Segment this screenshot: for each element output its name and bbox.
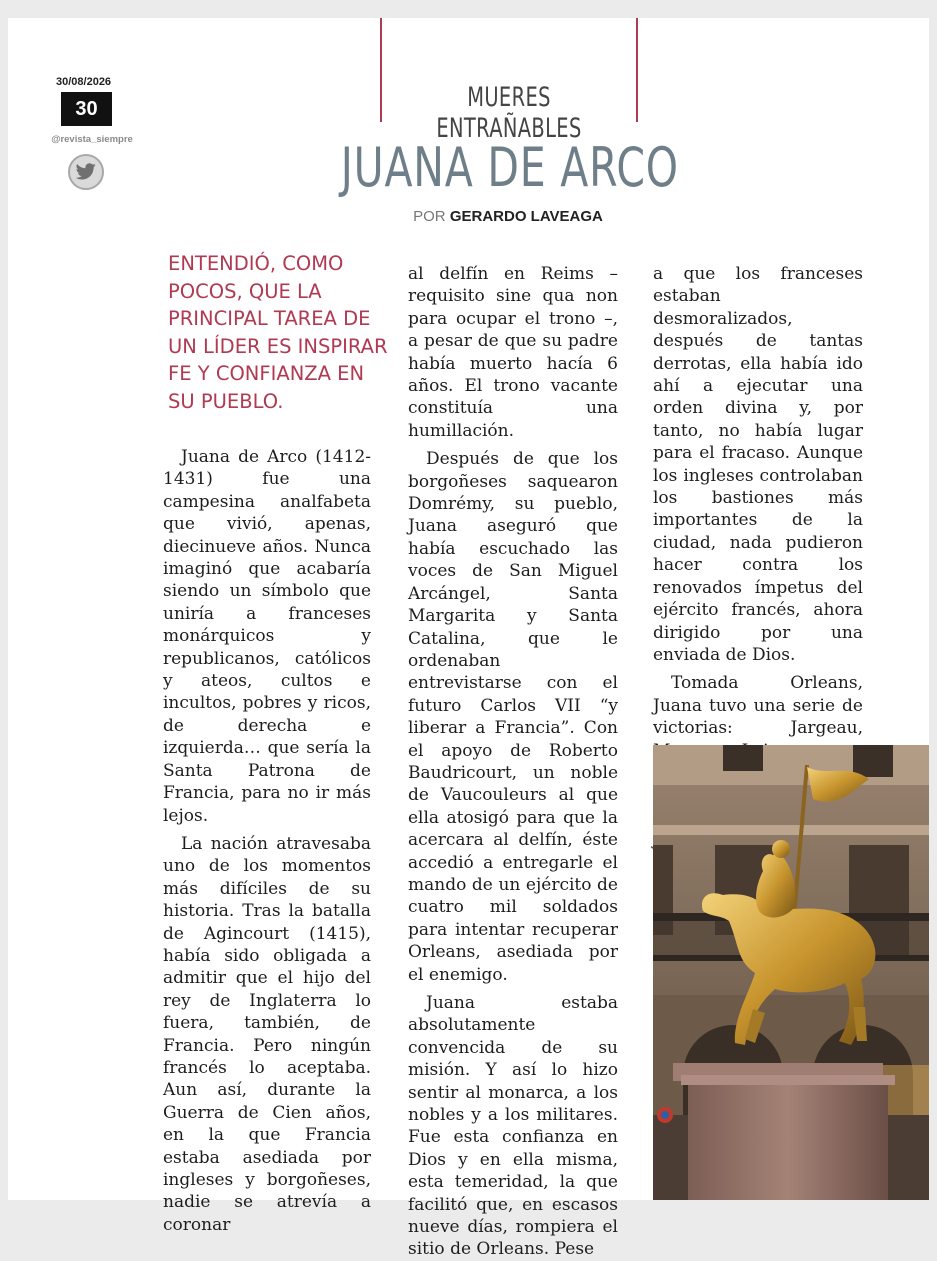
header-rule-right <box>636 18 638 122</box>
magazine-page <box>8 18 929 1260</box>
section-name: MUERES ENTRAÑABLES <box>436 82 582 144</box>
paragraph: La nación atravesaba uno de los momentos más difíciles de su historia. Tras la batalla de Agincourt (1415), había sido obligada a admitir que el hijo del rey de Inglaterra lo fuera, también, de Francia. Pero ningún francés lo aceptaba. Aun así, durante la Guerra de Cien años, en la que Francia estaba asediada por ingleses y borgoñeses, nadie se atrevía a coronar <box>163 833 371 1235</box>
paragraph: Después de que los borgoñeses saquearon Domrémy, su pueblo, Juana aseguró que había escuchado las voces de San Miguel Arcángel, Santa Margarita y Santa Catalina, que le ordenaban entrevistarse con el futuro Carlos VII “y liberar a Francia”. Con el apoyo de Roberto Baudricourt, un noble de Vaucouleurs al que ella atosigó para que la acercara al delfín, éste accedió a entregarle el mando de un ejército de cuatro mil soldados para intentar recuperar Orleans, asediada por el enemigo. <box>408 449 618 985</box>
paragraph: a que los franceses estaban desmoralizados, después de tantas derrotas, ella había ido ahí a ejecutar una orden divina y, por tanto, no había lugar para el fracaso. Aunque los ingleses controlaban los bastiones más importantes de la ciudad, nada pudieron hacer contra los renovados ímpetus del ejército francés, ahora dirigido por una enviada de Dios. <box>653 264 863 665</box>
paragraph: Juana de Arco (1412-1431) fue una campesina analfabeta que vivió, apenas, diecinueve años. Nunca imaginó que acabaría siendo un símbolo que uniría a franceses monárquicos y republicanos, católicos y ateos, cultos e incultos, pobres y ricos, de derecha e izquierda… que sería la Santa Patrona de Francia, para no ir más lejos. <box>163 447 371 826</box>
paragraph: Juana estaba absolutamente convencida de su misión. Y así lo hizo sentir al monarca, a los nobles y a los militares. Fue esta confianza en Dios y en ella misma, esta temeridad, la que facilitó que, en escasos nueve días, rompiera el sitio de Orleans. Pese <box>408 993 618 1260</box>
paragraph: al delfín en Reims – requisito sine qua non para ocupar el trono –, a pesar de que su padre había muerto hacía 6 años. El trono vacante constituía una humillación. <box>408 264 618 441</box>
author-name: GERARDO LAVEAGA <box>449 208 603 225</box>
byline <box>308 208 708 225</box>
article-column-2 <box>408 263 618 1261</box>
twitter-bird-icon[interactable] <box>68 154 104 190</box>
twitter-handle[interactable]: @revista_siempre <box>51 134 133 145</box>
paragraph: Tomada Orleans, Juana tuvo una serie de victorias: Jargeau, <box>653 673 863 739</box>
header-rule-left <box>380 18 382 122</box>
article-title: JUANA DE ARCO <box>340 136 679 199</box>
article-column-1 <box>163 446 371 1236</box>
issue-date: 30/08/2026 <box>56 76 112 88</box>
twitter-bird-glyph <box>76 163 96 180</box>
joan-of-arc-statue-photo <box>653 745 929 1200</box>
pull-quote: ENTENDIÓ, COMO POCOS, QUE LA PRINCIPAL TAREA DE UN LÍDER ES INSPIRAR FE Y CONFIANZA EN SU PUEBLO. <box>168 252 388 413</box>
byline-prefix: POR <box>413 208 450 225</box>
page-number: 30 <box>61 92 112 126</box>
statue-illustration <box>653 745 929 1200</box>
